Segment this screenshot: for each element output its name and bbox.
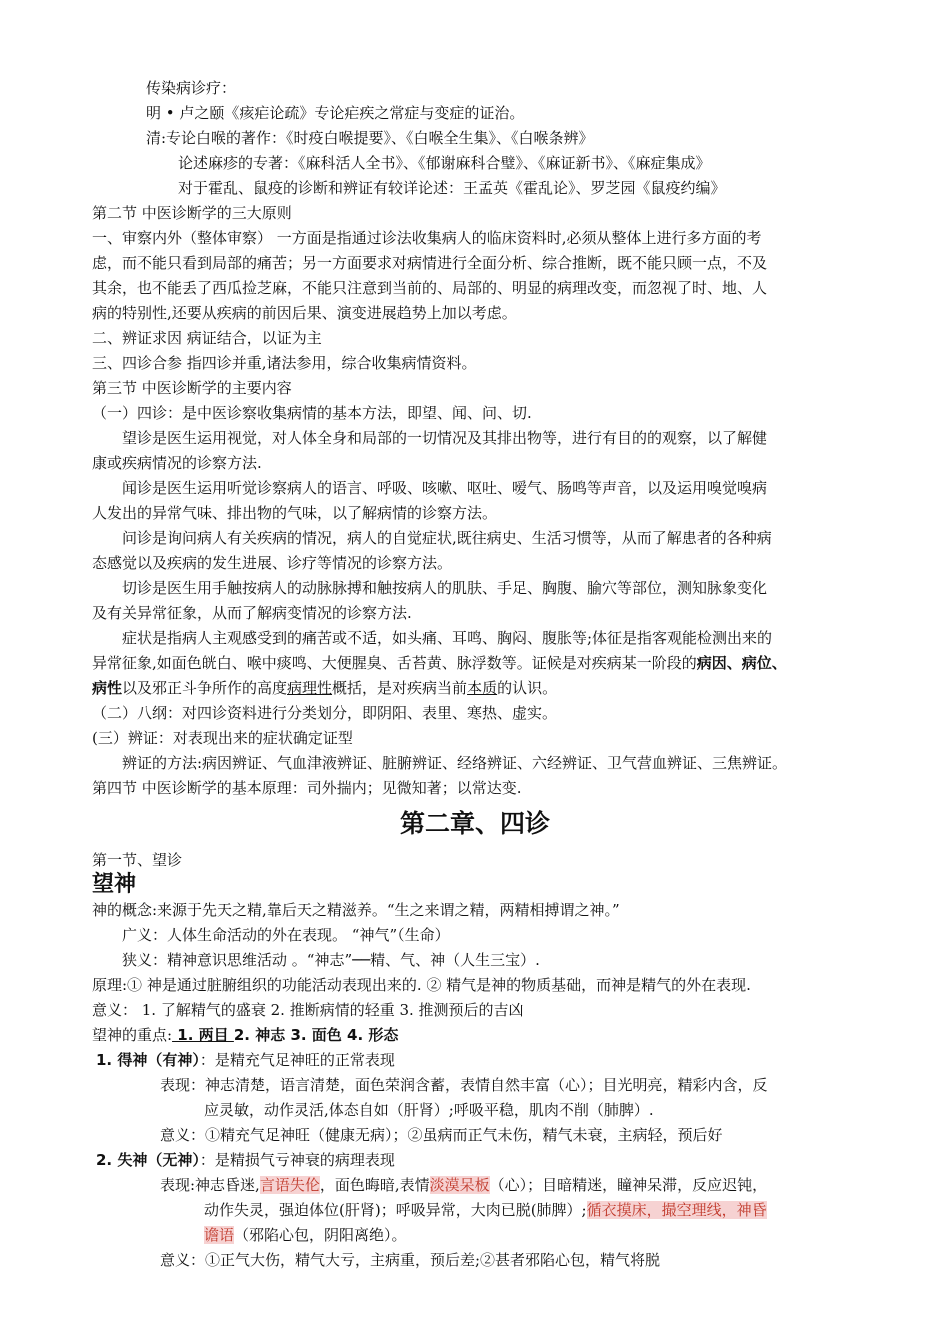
highlighted-term: 淡漠呆板: [429, 1176, 490, 1194]
text-line: [96, 1150, 395, 1170]
text-run: 异常征象,如面色㿠白、喉中痰鸣、大便腥臭、舌苔黄、脉浮数等。证候是对疾病某一阶段的: [92, 654, 697, 672]
text-line: 一、审察内外（整体审察） 一方面是指通过诊法收集病人的临床资料时,必须从整体上进行多方面的考: [92, 229, 762, 247]
text-line: [92, 678, 557, 698]
text-line: 态感觉以及疾病的发生进展、诊疗等情况的诊察方法。: [92, 554, 453, 572]
text-line: 对于霍乱、鼠疫的诊断和辨证有较详论述：王孟英《霍乱论》、罗芝园《鼠疫约编》: [178, 179, 726, 197]
text-line: 人发出的异常气味、排出物的气味，以了解病情的诊察方法。: [92, 504, 498, 522]
text-run: 概括，是对疾病当前: [332, 679, 468, 697]
bold-term: 1. 得神（有神）: [96, 1051, 200, 1069]
text-run: 望神的重点:: [92, 1026, 173, 1044]
text-line: 望诊是医生运用视觉，对人体全身和局部的一切情况及其排出物等，进行有目的的观察，以了解健: [122, 429, 768, 447]
text-line: [204, 1200, 767, 1220]
text-line: [204, 1225, 407, 1245]
text-run: 表现:神志昏迷,: [160, 1176, 260, 1194]
text-line: 表现：神志清楚，语言清楚，面色荣润含蓄，表情自然丰富（心）；目光明亮，精彩内含，反: [160, 1076, 768, 1094]
bold-term: 病因、病位、: [696, 654, 787, 672]
text-run: （心）；目暗精迷，瞳神呆滞，反应迟钝，: [489, 1176, 768, 1194]
section-heading: 第一节、望诊: [92, 851, 183, 869]
text-line: 意义：①精充气足神旺（健康无病）；②虽病而正气未伤，精气未衰，主病轻，预后好: [160, 1126, 723, 1144]
text-line: （一）四诊：是中医诊察收集病情的基本方法，即望、闻、问、切.: [92, 404, 532, 422]
bold-term: 病性: [92, 679, 123, 697]
highlighted-term: 言语失伦: [259, 1176, 320, 1194]
text-line: 应灵敏，动作灵活,体态自如（肝肾）;呼吸平稳，肌肉不削（肺脾）.: [204, 1101, 654, 1119]
section-heading: 第三节 中医诊断学的主要内容: [92, 379, 292, 397]
text-line: 神的概念:来源于先天之精,靠后天之精滋养。“生之来谓之精，两精相搏谓之神。”: [92, 901, 620, 919]
text-line: 康或疾病情况的诊察方法.: [92, 454, 262, 472]
text-line: 论述麻疹的专著：《麻科活人全书》、《郁谢麻科合璧》、《麻证新书》、《麻症集成》: [178, 154, 711, 172]
underlined-term: 本质: [467, 679, 498, 697]
text-run: ：是精充气足神旺的正常表现: [199, 1051, 395, 1069]
underlined-term: 病理性: [287, 679, 333, 697]
text-line: 意义： 1. 了解精气的盛衰 2. 推断病情的轻重 3. 推测预后的吉凶: [92, 1001, 524, 1019]
text-line: [92, 1025, 398, 1045]
text-line: 广义：人体生命活动的外在表现。 “神气”（生命）: [122, 926, 450, 944]
text-line: 虑，而不能只看到局部的痛苦；另一方面要求对病情进行全面分析、综合推断，既不能只顾一点，不及: [92, 254, 768, 272]
text-line: [160, 1175, 767, 1195]
text-line: [92, 653, 787, 673]
text-line: 意义：①正气大伤，精气大亏，主病重，预后差;②甚者邪陷心包，精气将脱: [160, 1251, 661, 1269]
text-line: (三）辨证：对表现出来的症状确定证型: [92, 729, 353, 747]
section-heading: 第二节 中医诊断学的三大原则: [92, 204, 292, 222]
text-line: 清:专论白喉的著作：《时疫白喉提要》、《白喉全生集》、《白喉条辨》: [146, 129, 594, 147]
section-heading: 第四节 中医诊断学的基本原理：司外揣内；见微知著；以常达变.: [92, 779, 522, 797]
text-run: 动作失灵，强迫体位(肝肾)；呼吸异常，大肉已脱(肺脾）;: [204, 1201, 587, 1219]
text-line: 切诊是医生用手触按病人的动脉脉搏和触按病人的肌肤、手足、胸腹、腧穴等部位，测知脉象变化: [122, 579, 768, 597]
text-line: 及有关异常征象，从而了解病变情况的诊察方法.: [92, 604, 412, 622]
text-line: （二）八纲：对四诊资料进行分类划分，即阴阳、表里、寒热、虚实。: [92, 704, 558, 722]
text-run: 的认识。: [497, 679, 558, 697]
bold-term: 1. 两目: [172, 1026, 234, 1044]
text-run: （邪陷心包，阴阳离绝）。: [234, 1226, 407, 1244]
chapter-title: 第二章、四诊: [399, 809, 550, 838]
text-line: 二、辨证求因 病证结合，以证为主: [92, 329, 322, 347]
text-line: 明 • 卢之颐《痎疟论疏》专论疟疾之常症与变症的证治。: [146, 104, 525, 122]
text-line: 其余，也不能丢了西瓜捡芝麻，不能只注意到当前的、局部的、明显的病理改变，而忽视了时、地、人: [92, 279, 768, 297]
text-line: 闻诊是医生运用听觉诊察病人的语言、呼吸、咳嗽、呕吐、嗳气、肠鸣等声音，以及运用嗅觉嗅病: [122, 479, 768, 497]
text-line: 狭义：精神意识思维活动 。“神志”──精、气、神（人生三宝）.: [122, 951, 540, 969]
bold-term: 2. 神志 3. 面色 4. 形态: [233, 1026, 399, 1044]
highlighted-term: 循衣摸床，撮空理线，神昏: [586, 1201, 767, 1219]
text-line: [96, 1050, 395, 1070]
text-run: 以及邪正斗争所作的高度: [122, 679, 288, 697]
text-run: ：是精损气亏神衰的病理表现: [199, 1151, 395, 1169]
text-line: 问诊是询问病人有关疾病的情况，病人的自觉症状,既往病史、生活习惯等，从而了解患者的各种病: [122, 529, 772, 547]
text-line: 症状是指病人主观感受到的痛苦或不适，如头痛、耳鸣、胸闷、腹胀等;体征是指客观能检测出来的: [122, 629, 773, 647]
text-line: 传染病诊疗：: [146, 79, 237, 97]
bold-term: 2. 失神（无神）: [96, 1151, 200, 1169]
highlighted-term: 谵语: [204, 1226, 235, 1244]
text-run: ，面色晦暗,表情: [319, 1176, 430, 1194]
text-line: 辨证的方法:病因辨证、气血津液辨证、脏腑辨证、经络辨证、六经辨证、卫气营血辨证、三焦辨证。: [122, 754, 788, 772]
text-line: 原理:① 神是通过脏腑组织的功能活动表现出来的. ② 精气是神的物质基础，而神是精气的外在表现.: [92, 976, 751, 994]
text-line: 三、四诊合参 指四诊并重,诸法参用，综合收集病情资料。: [92, 354, 477, 372]
subsection-title: 望神: [92, 872, 137, 897]
text-line: 病的特别性,还要从疾病的前因后果、演变进展趋势上加以考虑。: [92, 304, 517, 322]
